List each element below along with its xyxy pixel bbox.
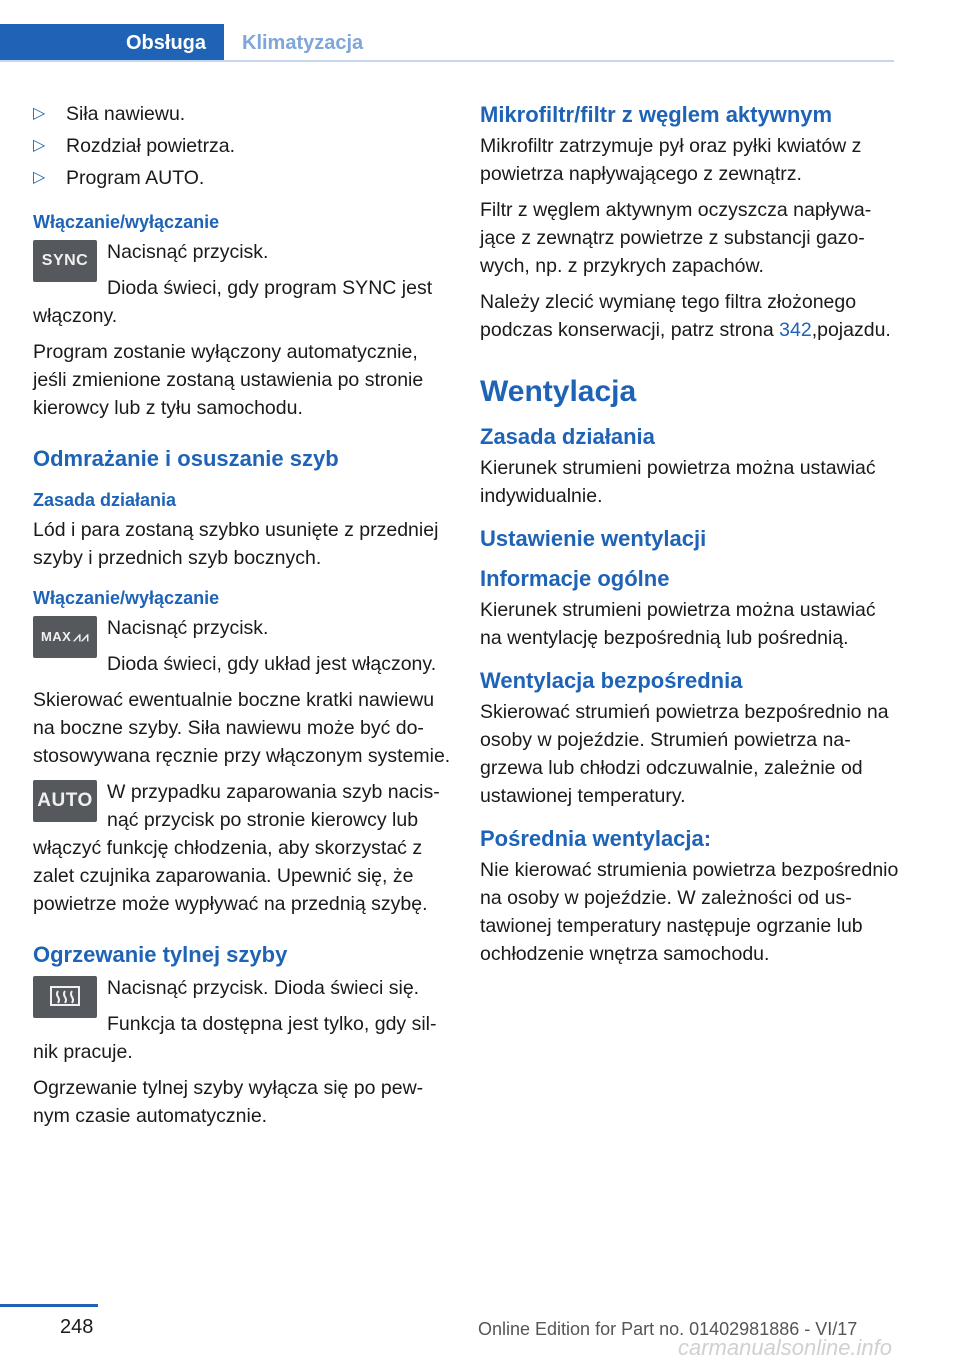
watermark: carmanualsonline.info xyxy=(678,1335,893,1360)
filter-text-3: Należy zlecić wymianę tego filtra złożonego podczas konserwacji, patrz strona 342,pojazdu. xyxy=(480,291,891,341)
rear-defrost-glyph-icon xyxy=(48,984,82,1010)
rear-text-3: Ogrzewanie tylnej szyby wyłącza się po pewnym czasie automatycznie. xyxy=(33,1077,424,1127)
triangle-bullet-icon: ▷ xyxy=(33,137,46,154)
vent-setting-heading: Ustawienie wentylacji xyxy=(480,526,707,551)
tab-klimatyzacja[interactable]: Klimatyzacja xyxy=(242,31,364,54)
right-column xyxy=(480,100,900,976)
edition-footer: Online Edition for Part no. 01402981886 - VI/17 xyxy=(478,1319,858,1339)
max-defrost-button-icon: MAX ⩘⩘ xyxy=(33,616,97,658)
max-text-2: Dioda świeci, gdy układ jest włączony. xyxy=(107,653,437,675)
max-text-1: Nacisnąć przycisk. xyxy=(107,617,269,639)
vent-principle-heading: Zasada działania xyxy=(480,424,655,449)
rear-text-1: Nacisnąć przycisk. Dioda świeci się. xyxy=(107,977,420,999)
bullet-item: ▷ Rozdział powietrza. xyxy=(33,132,453,160)
defrost-onoff-heading: Włączanie/wyłączanie xyxy=(33,588,220,608)
triangle-bullet-icon: ▷ xyxy=(33,169,46,186)
bullet-item: ▷ Program AUTO. xyxy=(33,164,453,192)
vent-principle-text: Kierunek strumieni powietrza można ustawiać indywidualnie. xyxy=(480,457,876,507)
sync-button-icon: SYNC xyxy=(33,240,97,282)
indirect-vent-heading: Pośrednia wentylacja: xyxy=(480,826,712,851)
filter-heading: Mikrofiltr/filtr z węglem aktywnym xyxy=(480,102,833,127)
general-info-heading: Informacje ogólne xyxy=(480,566,670,591)
defrost-principle-text: Lód i para zostaną szybko usunięte z przedniej szyby i przednich szyb bocznych. xyxy=(33,519,439,569)
defrost-title: Odmrażanie i osuszanie szyb xyxy=(33,446,339,471)
bullet-item: ▷ Siła nawiewu. xyxy=(33,100,453,128)
direct-vent-text: Skierować strumień powietrza bezpośrednio na osoby w pojeździe. Strumień powietrza nagrzewa lub chłodzi odczuwalnie, zależnie od ustawionej temperatury. xyxy=(480,701,889,807)
rear-window-heating-icon xyxy=(33,976,97,1018)
filter-text-1: Mikrofiltr zatrzymuje pył oraz pyłki kwiatów z powietrza napływającego z zewnątrz. xyxy=(480,135,862,185)
left-column xyxy=(33,100,453,1138)
defrost-principle-heading: Zasada działania xyxy=(33,490,177,510)
filter-text-2: Filtr z węglem aktywnym oczyszcza napływające z zewnątrz powietrze z substancji gazowych, np. z przykrych zapachów. xyxy=(480,199,872,277)
indirect-vent-text: Nie kierować strumienia powietrza bezpośrednio na osoby w pojeździe. W zależności od ustawionej temperatury następuje ogrzanie lub ochłodzenie wnętrza samochodu. xyxy=(480,859,899,965)
direct-vent-heading: Wentylacja bezpośrednia xyxy=(480,668,743,693)
tab-obsluga[interactable]: Obsługa xyxy=(0,24,224,62)
rear-text-2: Funkcja ta dostępna jest tylko, gdy silnik pracuje. xyxy=(33,1013,437,1063)
sync-text-2: Dioda świeci, gdy program SYNC jest włączony. xyxy=(33,277,433,327)
sync-block xyxy=(33,238,453,338)
sync-onoff-heading: Włączanie/wyłączanie xyxy=(33,212,220,232)
rear-block xyxy=(33,974,453,1066)
rear-heating-title: Ogrzewanie tylnej szyby xyxy=(33,942,288,967)
page-number-rule xyxy=(0,1304,98,1307)
defrost-text-3: Skierować ewentualnie boczne kratki nawiewu na boczne szyby. Siła nawiewu może być dostosowywana ręcznie przy włączonym systemie. xyxy=(33,689,451,767)
header-divider xyxy=(0,60,894,62)
triangle-bullet-icon: ▷ xyxy=(33,105,46,122)
auto-text: W przypadku zaparowania szyb nacisnąć przycisk po stronie kierowcy lub włączyć funkcję chłodzenia, aby skorzystać z zalet czujnika zaparowania. Upewnić się, że powietrze może wypływać na przednią szybę. xyxy=(33,781,440,915)
max-block xyxy=(33,614,453,686)
auto-button-icon: AUTO xyxy=(33,780,97,822)
sync-text-1: Nacisnąć przycisk. xyxy=(107,241,269,263)
sync-text-3: Program zostanie wyłączony automatycznie, jeśli zmienione zostaną ustawienia po stronie kierowcy lub z tyłu samochodu. xyxy=(33,341,424,419)
general-info-text: Kierunek strumieni powietrza można ustawiać na wentylację bezpośrednią lub pośrednią. xyxy=(480,599,876,649)
page-number: 248 xyxy=(60,1316,94,1338)
ventilation-title: Wentylacja xyxy=(480,375,637,408)
page-link[interactable]: 342 xyxy=(779,319,812,341)
auto-block xyxy=(33,778,453,918)
